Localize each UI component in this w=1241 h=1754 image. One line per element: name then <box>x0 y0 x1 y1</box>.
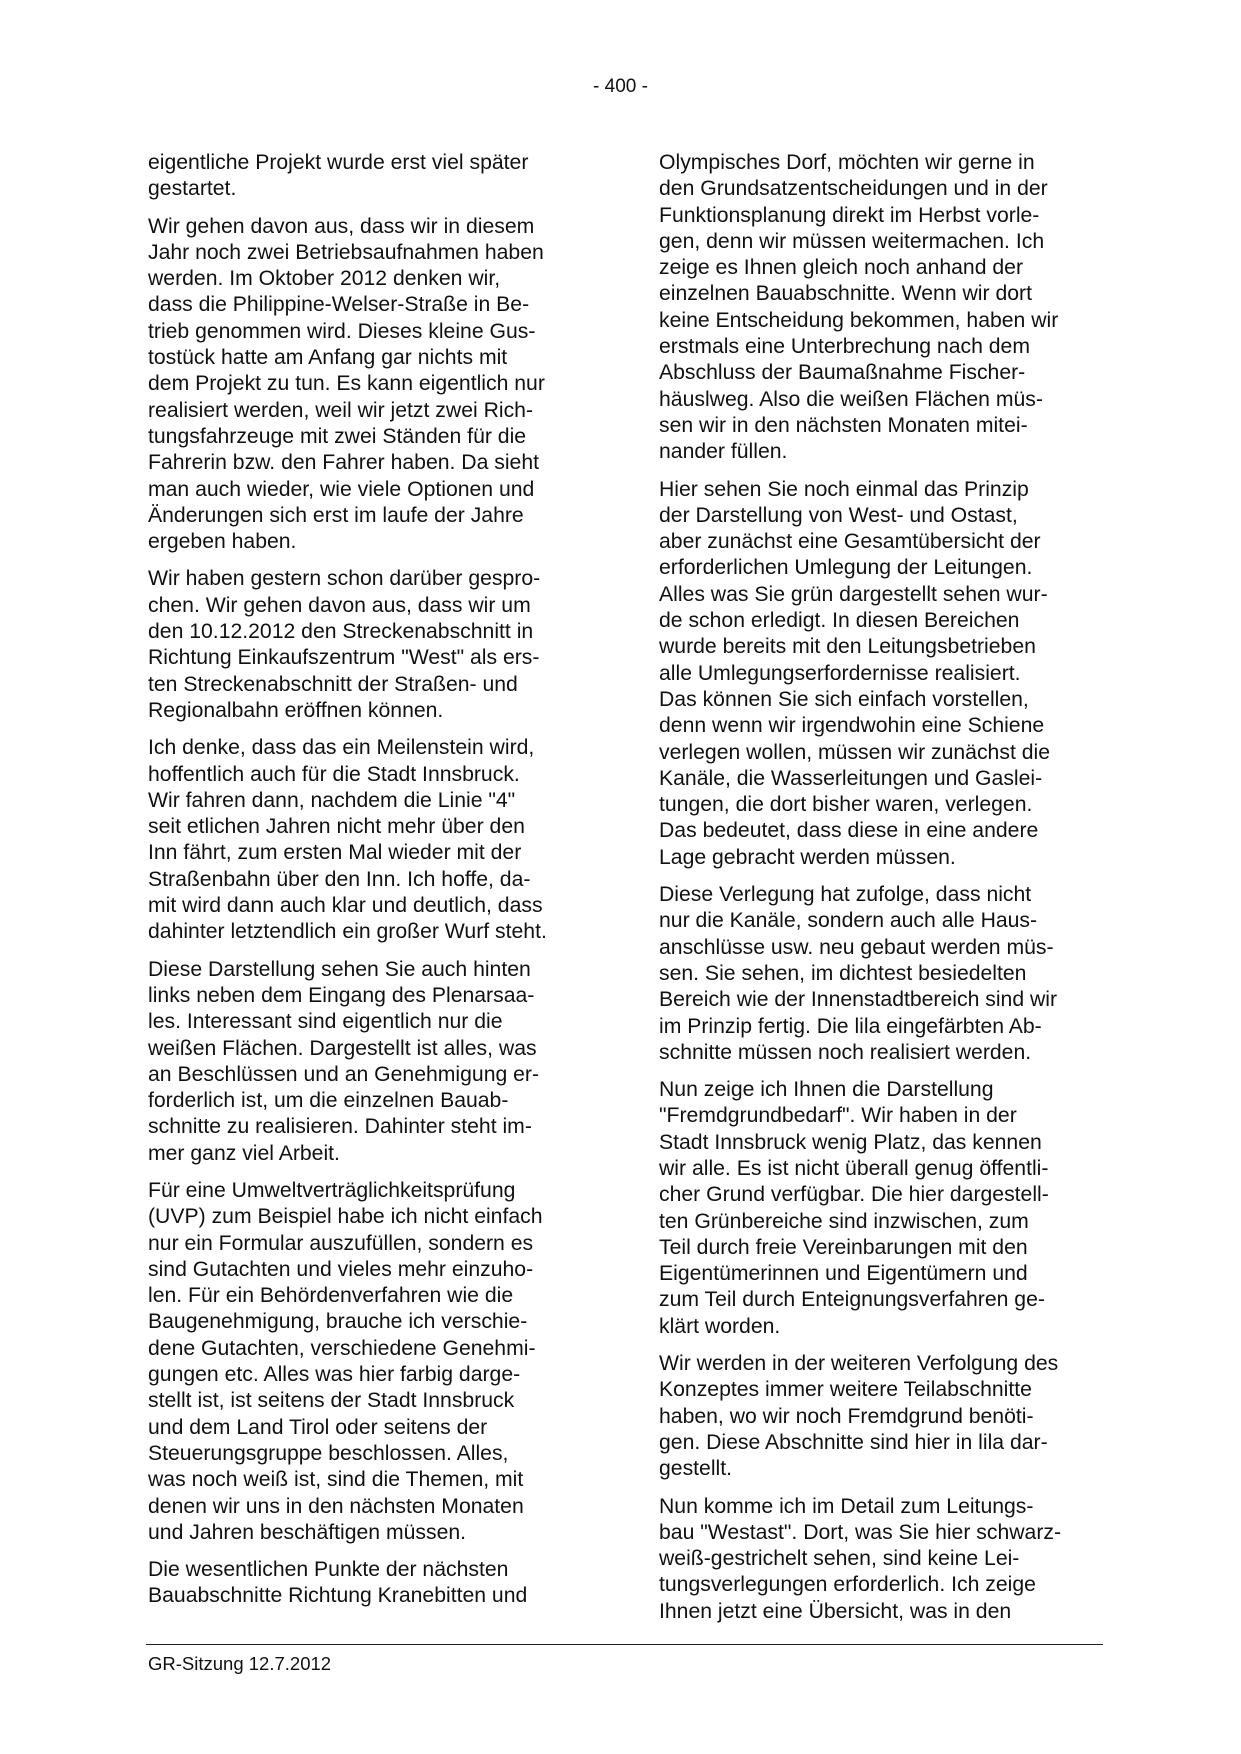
right-paragraph-1: Olympisches Dorf, möchten wir gerne in den Grundsatzentscheidungen und in der Funktionsplanung direkt im Herbst vorle- gen, denn wir müssen weitermachen. Ich zeige es Ihnen gleich noch anhand der einzelnen Bauabschnitte. Wenn wir dort keine Entscheidung bekommen, haben wir erstmals eine Unterbrechung nach dem Abschluss der Baumaßnahme Fischer- häuslweg. Also die weißen Flächen müs- sen wir in den nächsten Monaten mitei- nander füllen. <box>659 151 1059 464</box>
right-paragraph-3: Diese Verlegung hat zufolge, dass nicht nur die Kanäle, sondern auch alle Haus- anschlüsse usw. neu gebaut werden müs- sen. Sie sehen, im dichtest besiedelten Bereich wie der Innenstadtbereich sind wir im Prinzip fertig. Die lila eingefärbten Ab- schnitte müssen noch realisiert werden. <box>659 883 1058 1064</box>
right-paragraph-4: Nun zeige ich Ihnen die Darstellung "Fremdgrundbedarf". Wir haben in der Stadt Innsbruck wenig Platz, das kennen wir alle. Es ist nicht überall genug öffentli- cher Grund verfügbar. Die hier dargestell- ten Grünbereiche sind inzwischen, zum Teil durch freie Vereinbarungen mit den Eigentümerinnen und Eigentümern und zum Teil durch Enteignungsverfahren ge- klärt worden. <box>659 1078 1049 1338</box>
left-paragraph-5: Diese Darstellung sehen Sie auch hinten links neben dem Eingang des Plenarsaa- les. Interessant sind eigentlich nur die weißen Flächen. Dargestellt ist alles, was an Beschlüssen und an Genehmigung er- forderlich ist, um die einzelnen Bauab- schnitte zu realisieren. Dahinter steht im- mer ganz viel Arbeit. <box>148 957 540 1165</box>
page-number: - 400 - <box>593 76 648 97</box>
left-column <box>148 150 588 1621</box>
right-paragraph-6: Nun komme ich im Detail zum Leitungs- bau "Westast". Dort, was Sie hier schwarz- weiß-gestrichelt sehen, sind keine Lei- tungsverlegungen erforderlich. Ich zeige Ihnen jetzt eine Übersicht, was in den <box>659 1494 1062 1623</box>
left-paragraph-6: Für eine Umweltverträglichkeitsprüfung (UVP) zum Beispiel habe ich nicht einfach nur ein Formular auszufüllen, sondern es sind Gutachten und vieles mehr einzuho- len. Für ein Behördenverfahren wie die Baugenehmigung, brauche ich verschie- dene Gutachten, verschiedene Genehmi- gungen etc. Alles was hier farbig darge- stellt ist, ist seitens der Stadt Innsbruck und dem Land Tirol oder seitens der Steuerungsgruppe beschlossen. Alles, was noch weiß ist, sind die Themen, mit denen wir uns in den nächsten Monaten und Jahren beschäftigen müssen. <box>148 1178 543 1544</box>
left-paragraph-4: Ich denke, dass das ein Meilenstein wird, hoffentlich auch für die Stadt Innsbruck. Wir fahren dann, nachdem die Linie "4" seit etlichen Jahren nicht mehr über den Inn fährt, zum ersten Mal wieder mit der Straßenbahn über den Inn. Ich hoffe, da- mit wird dann auch klar und deutlich, dass dahinter letztendlich ein großer Wurf steht. <box>148 736 547 944</box>
right-paragraph-5: Wir werden in der weiteren Verfolgung des Konzeptes immer weitere Teilabschnitte haben, wo wir noch Fremdgrund benöti- gen. Diese Abschnitte sind hier in lila dar- gestellt. <box>659 1352 1059 1481</box>
footer-session-label: GR-Sitzung 12.7.2012 <box>148 1653 332 1674</box>
left-paragraph-3: Wir haben gestern schon darüber gespro- chen. Wir gehen davon aus, dass wir um den 10.12.2012 den Streckenabschnitt in Richtung Einkaufszentrum "West" als ers- ten Streckenabschnitt der Straßen- und Regionalbahn eröffnen können. <box>148 567 541 722</box>
right-column <box>659 150 1099 1636</box>
left-paragraph-1: eigentliche Projekt wurde erst viel später gestartet. <box>148 151 529 201</box>
left-paragraph-7: Die wesentlichen Punkte der nächsten Bauabschnitte Richtung Kranebitten und <box>148 1558 528 1608</box>
left-paragraph-2: Wir gehen davon aus, dass wir in diesem Jahr noch zwei Betriebsaufnahmen haben werden. Im Oktober 2012 denken wir, dass die Philippine-Welser-Straße in Be- trieb genommen wird. Dieses kleine Gus- tostück hatte am Anfang gar nichts mit dem Projekt zu tun. Es kann eigentlich nur realisiert werden, weil wir jetzt zwei Rich- tungsfahrzeuge mit zwei Ständen für die Fahrerin bzw. den Fahrer haben. Da sieht man auch wieder, wie viele Optionen und Änderungen sich erst im laufe der Jahre ergeben haben. <box>148 214 545 554</box>
right-paragraph-2: Hier sehen Sie noch einmal das Prinzip der Darstellung von West- und Ostast, aber zunächst eine Gesamtübersicht der erforderlichen Umlegung der Leitungen. Alles was Sie grün dargestellt sehen wur- de schon erledigt. In diesen Bereichen wurde bereits mit den Leitungsbetrieben alle Umlegungserfordernisse realisiert. Das können Sie sich einfach vorstellen, denn wenn wir irgendwohin eine Schiene verlegen wollen, müssen wir zunächst die Kanäle, die Wasserleitungen und Gaslei- tungen, die dort bisher waren, verlegen. Das bedeutet, dass diese in eine andere Lage gebracht werden müssen. <box>659 477 1050 869</box>
footer-divider <box>146 1644 1103 1645</box>
